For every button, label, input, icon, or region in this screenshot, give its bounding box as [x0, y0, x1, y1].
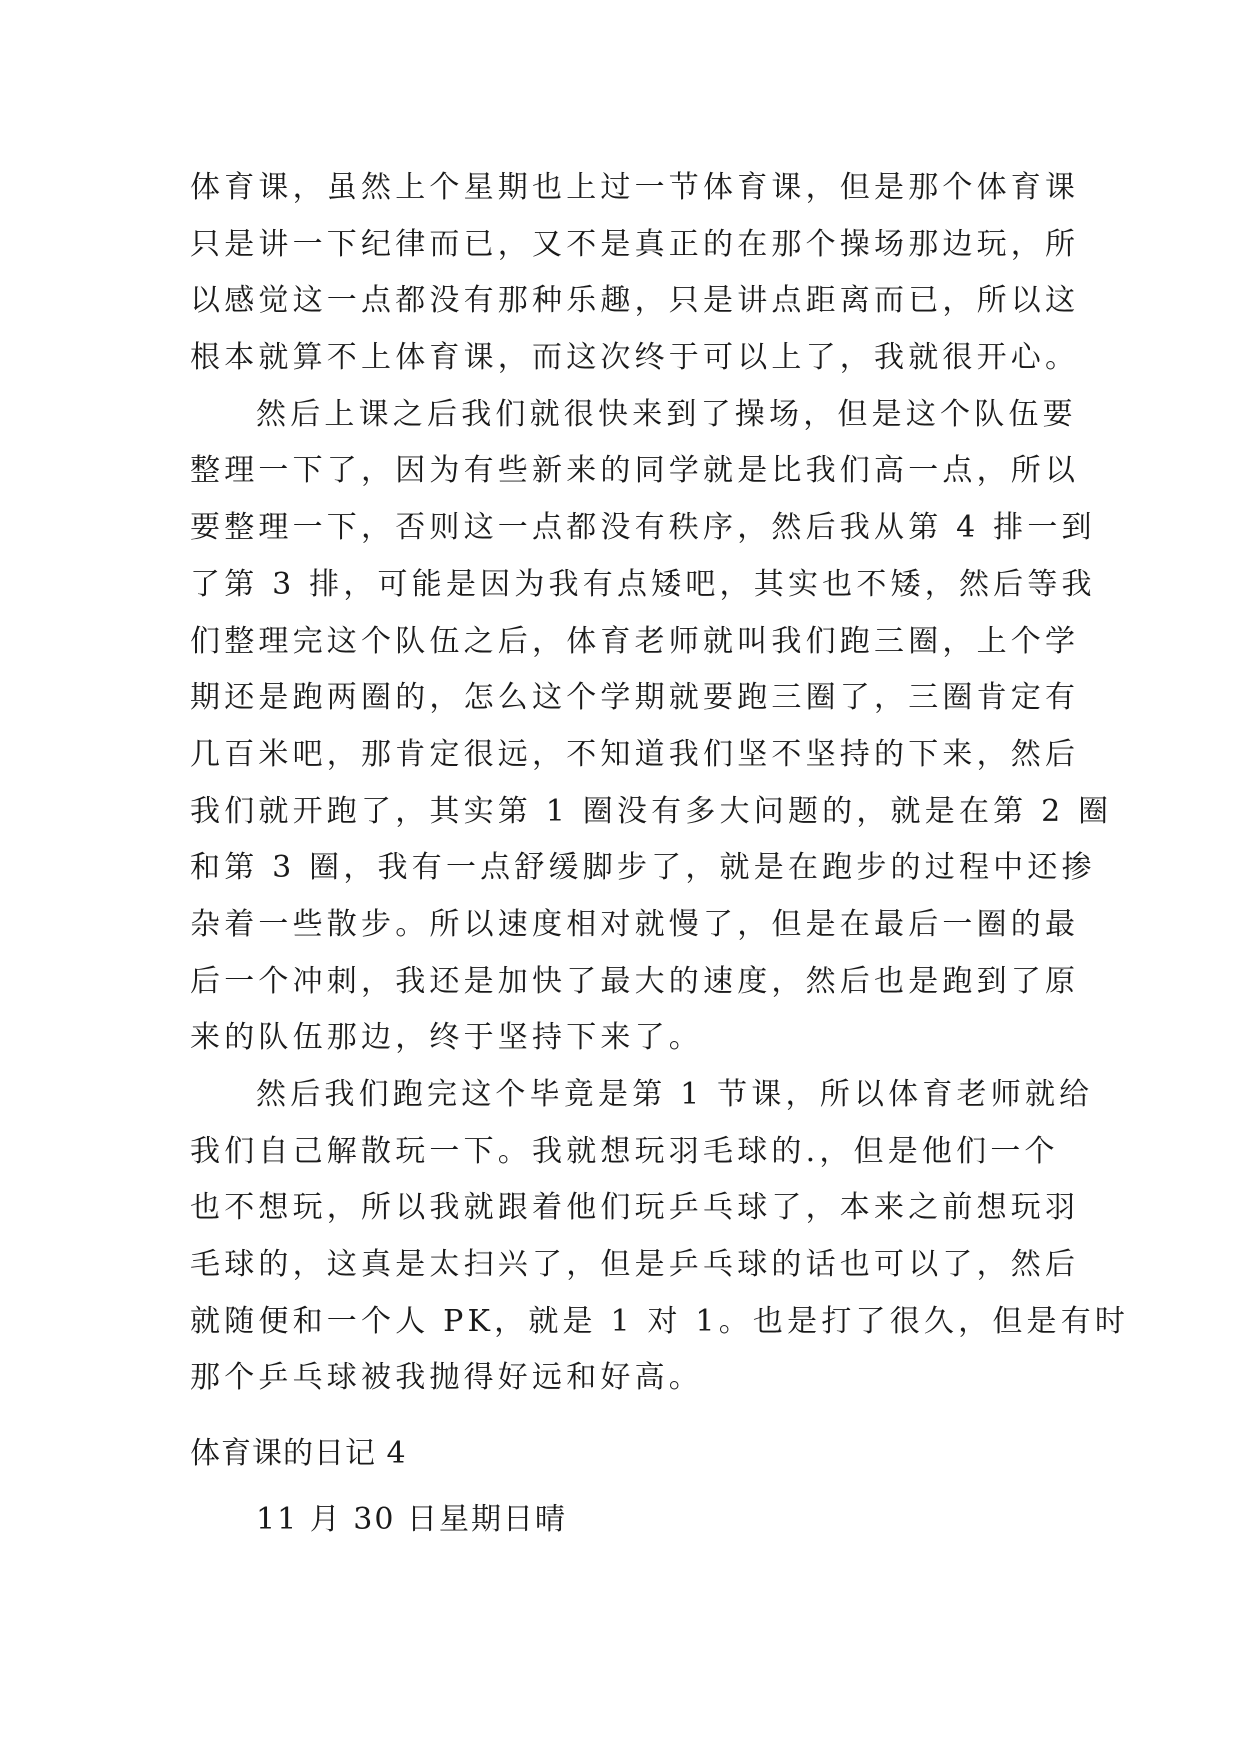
text-line: 根本就算不上体育课，而这次终于可以上了，我就很开心。 — [190, 340, 1080, 376]
text-line: 也不想玩，所以我就跟着他们玩乒乓球了，本来之前想玩羽 — [190, 1190, 1080, 1226]
text-line: 以感觉这一点都没有那种乐趣，只是讲点距离而已，所以这 — [190, 283, 1080, 319]
diary-date: 11 月 30 日星期日晴 — [256, 1502, 567, 1537]
text-line: 几百米吧，那肯定很远，不知道我们坚不坚持的下来，然后 — [190, 736, 1080, 772]
text-line: 然后我们跑完这个毕竟是第 1 节课，所以体育老师就给 — [256, 1077, 1094, 1112]
paragraph-1 — [190, 160, 1080, 387]
text-line: 了第 3 排，可能是因为我有点矮吧，其实也不矮，然后等我 — [190, 566, 1096, 602]
text-line: 那个乒乓球被我抛得好远和好高。 — [190, 1360, 703, 1396]
text-line: 然后上课之后我们就很快来到了操场，但是这个队伍要 — [256, 396, 1077, 432]
text-line: 和第 3 圈，我有一点舒缓脚步了，就是在跑步的过程中还掺 — [190, 850, 1096, 886]
paragraph-3 — [190, 1067, 1130, 1407]
text-line: 整理一下了，因为有些新来的同学就是比我们高一点，所以 — [190, 453, 1080, 489]
paragraph-2 — [190, 387, 1113, 1067]
text-line: 我们自己解散玩一下。我就想玩羽毛球的.，但是他们一个 — [190, 1133, 1059, 1169]
text-line: 就随便和一个人 PK，就是 1 对 1。也是打了很久，但是有时 — [190, 1303, 1130, 1339]
document-body — [190, 160, 1130, 1407]
text-line: 毛球的，这真是太扫兴了，但是乒乓球的话也可以了，然后 — [190, 1247, 1080, 1283]
diary-heading: 体育课的日记 4 — [190, 1436, 407, 1471]
text-line: 体育课，虽然上个星期也上过一节体育课，但是那个体育课 — [190, 170, 1080, 205]
text-line: 只是讲一下纪律而已，又不是真正的在那个操场那边玩，所 — [190, 226, 1080, 262]
text-line: 要整理一下，否则这一点都没有秩序，然后我从第 4 排一到 — [190, 510, 1096, 546]
text-line: 期还是跑两圈的，怎么这个学期就要跑三圈了，三圈肯定有 — [190, 680, 1080, 716]
text-line: 来的队伍那边，终于坚持下来了。 — [190, 1020, 703, 1056]
text-line: 后一个冲刺，我还是加快了最大的速度，然后也是跑到了原 — [190, 963, 1080, 999]
text-line: 们整理完这个队伍之后，体育老师就叫我们跑三圈，上个学 — [190, 623, 1080, 659]
text-line: 我们就开跑了，其实第 1 圈没有多大问题的，就是在第 2 圈 — [190, 793, 1113, 829]
text-line: 杂着一些散步。所以速度相对就慢了，但是在最后一圈的最 — [190, 906, 1080, 942]
